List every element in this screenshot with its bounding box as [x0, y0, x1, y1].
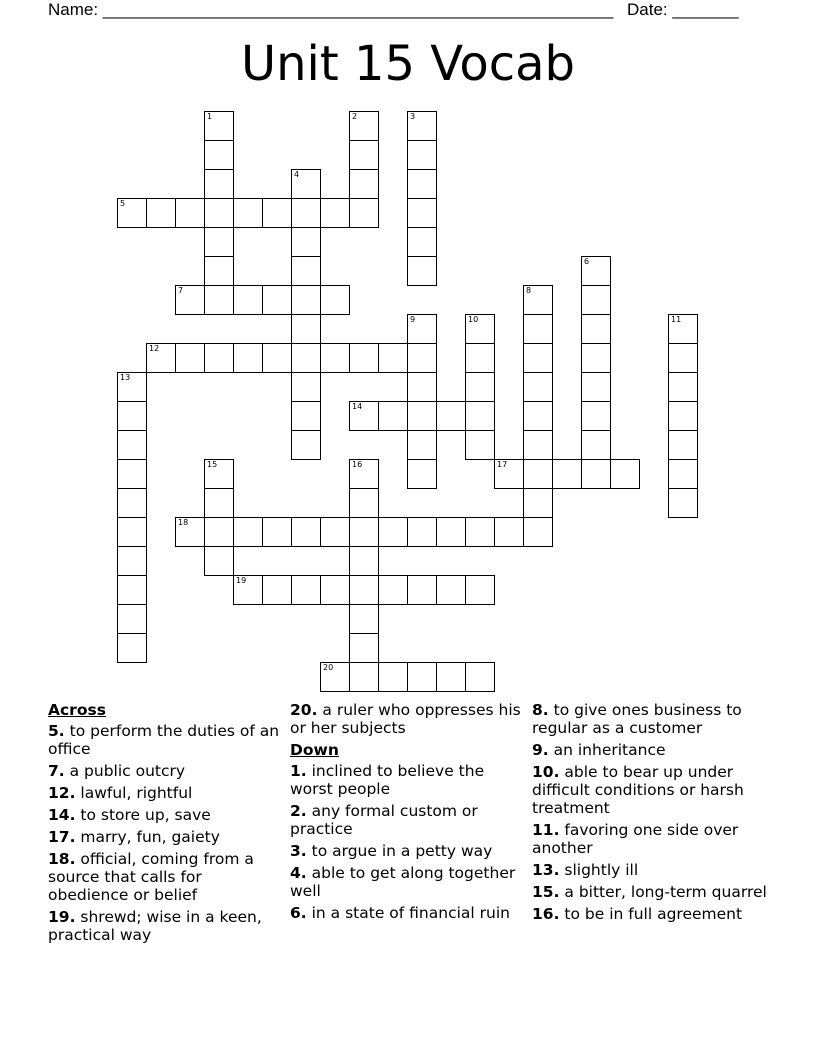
- clue-text: any formal custom or practice: [290, 802, 478, 838]
- cell-number: 15: [207, 460, 218, 469]
- cell-number: 1: [207, 112, 213, 121]
- down-clue-15: [532, 883, 772, 901]
- crossword-cell[interactable]: [291, 401, 321, 431]
- crossword-cell[interactable]: [204, 198, 234, 228]
- crossword-cell[interactable]: [494, 517, 524, 547]
- crossword-cell[interactable]: [204, 546, 234, 576]
- crossword-cell[interactable]: [581, 430, 611, 460]
- crossword-cell[interactable]: [349, 517, 379, 547]
- crossword-cell[interactable]: [610, 459, 640, 489]
- crossword-cell[interactable]: [291, 169, 321, 199]
- clue-number: 14.: [48, 806, 76, 824]
- clue-number: 3.: [290, 842, 307, 860]
- crossword-cell[interactable]: [320, 662, 350, 692]
- crossword-cell[interactable]: [262, 575, 292, 605]
- crossword-cell[interactable]: [146, 198, 176, 228]
- clue-number: 10.: [532, 763, 560, 781]
- crossword-cell[interactable]: [320, 343, 350, 373]
- across-clue-18: [48, 850, 280, 904]
- crossword-cell[interactable]: [465, 314, 495, 344]
- cell-number: 16: [352, 460, 363, 469]
- crossword-cell[interactable]: [407, 314, 437, 344]
- crossword-cell[interactable]: [523, 517, 553, 547]
- clue-text: to store up, save: [80, 806, 211, 824]
- crossword-cell[interactable]: [494, 459, 524, 489]
- crossword-cell[interactable]: [349, 488, 379, 518]
- across-clue-12: [48, 784, 280, 802]
- crossword-cell[interactable]: [349, 343, 379, 373]
- clue-number: 11.: [532, 821, 560, 839]
- crossword-cell[interactable]: [407, 111, 437, 141]
- cell-number: 19: [236, 576, 247, 585]
- crossword-cell[interactable]: [349, 459, 379, 489]
- crossword-cell[interactable]: [349, 111, 379, 141]
- crossword-cell[interactable]: [407, 401, 437, 431]
- across-clue-14: [48, 806, 280, 824]
- crossword-cell[interactable]: [117, 604, 147, 634]
- crossword-cell[interactable]: [523, 285, 553, 315]
- down-clue-8: [532, 701, 772, 737]
- crossword-cell[interactable]: [291, 285, 321, 315]
- crossword-cell[interactable]: [465, 372, 495, 402]
- down-clue-11: [532, 821, 772, 857]
- crossword-cell[interactable]: [291, 314, 321, 344]
- clue-text: to argue in a petty way: [311, 842, 493, 860]
- crossword-cell[interactable]: [668, 343, 698, 373]
- clue-number: 16.: [532, 905, 560, 923]
- crossword-cell[interactable]: [436, 401, 466, 431]
- clue-text: favoring one side over another: [532, 821, 739, 857]
- down-clue-1: [290, 762, 522, 798]
- down-clue-6: [290, 904, 522, 922]
- crossword-cell[interactable]: [117, 575, 147, 605]
- crossword-cell[interactable]: [349, 575, 379, 605]
- crossword-cell[interactable]: [523, 372, 553, 402]
- crossword-cell[interactable]: [262, 198, 292, 228]
- crossword-cell[interactable]: [465, 401, 495, 431]
- down-clue-2: [290, 802, 522, 838]
- crossword-cell[interactable]: [581, 285, 611, 315]
- cell-number: 10: [468, 315, 479, 324]
- crossword-cell[interactable]: [465, 575, 495, 605]
- cell-number: 20: [323, 663, 334, 672]
- clue-number: 7.: [48, 762, 65, 780]
- clue-text: marry, fun, gaiety: [80, 828, 220, 846]
- crossword-cell[interactable]: [407, 343, 437, 373]
- crossword-cell[interactable]: [378, 575, 408, 605]
- crossword-cell[interactable]: [349, 140, 379, 170]
- down-clue-10: [532, 763, 772, 817]
- crossword-cell[interactable]: [349, 546, 379, 576]
- across-heading: Across: [48, 701, 106, 719]
- crossword-cell[interactable]: [407, 140, 437, 170]
- clue-number: 18.: [48, 850, 76, 868]
- clue-column-1: [48, 701, 280, 948]
- down-clue-4: [290, 864, 522, 900]
- clue-number: 6.: [290, 904, 307, 922]
- crossword-cell[interactable]: [175, 198, 205, 228]
- clue-text: shrewd; wise in a keen, practical way: [48, 908, 262, 944]
- clue-text: able to get along together well: [290, 864, 516, 900]
- clue-number: 1.: [290, 762, 307, 780]
- clue-number: 9.: [532, 741, 549, 759]
- cell-number: 17: [497, 460, 508, 469]
- crossword-cell[interactable]: [349, 198, 379, 228]
- cell-number: 12: [149, 344, 160, 353]
- crossword-cell[interactable]: [349, 662, 379, 692]
- crossword-cell[interactable]: [262, 517, 292, 547]
- crossword-cell[interactable]: [175, 517, 205, 547]
- crossword-cell[interactable]: [117, 546, 147, 576]
- clue-number: 13.: [532, 861, 560, 879]
- crossword-cell[interactable]: [668, 372, 698, 402]
- crossword-cell[interactable]: [349, 604, 379, 634]
- date-line: Date: _______: [627, 0, 739, 19]
- crossword-cell[interactable]: [204, 111, 234, 141]
- clue-text: official, coming from a source that calls for obedience or belief: [48, 850, 254, 904]
- crossword-cell[interactable]: [378, 662, 408, 692]
- crossword-cell[interactable]: [233, 285, 263, 315]
- clue-column-3: [532, 701, 772, 927]
- crossword-cell[interactable]: [291, 256, 321, 286]
- crossword-cell[interactable]: [407, 169, 437, 199]
- crossword-cell[interactable]: [175, 285, 205, 315]
- crossword-cell[interactable]: [117, 430, 147, 460]
- clue-text: inclined to believe the worst people: [290, 762, 485, 798]
- crossword-cell[interactable]: [407, 575, 437, 605]
- crossword-cell[interactable]: [523, 488, 553, 518]
- crossword-cell[interactable]: [436, 662, 466, 692]
- crossword-cell[interactable]: [117, 488, 147, 518]
- crossword-cell[interactable]: [117, 633, 147, 663]
- crossword-cell[interactable]: [262, 285, 292, 315]
- crossword-cell[interactable]: [117, 517, 147, 547]
- crossword-cell[interactable]: [581, 314, 611, 344]
- crossword-cell[interactable]: [581, 343, 611, 373]
- crossword-cell[interactable]: [262, 343, 292, 373]
- clue-number: 5.: [48, 722, 65, 740]
- crossword-cell[interactable]: [378, 343, 408, 373]
- crossword-cell[interactable]: [204, 140, 234, 170]
- cell-number: 6: [584, 257, 590, 266]
- clue-text: in a state of financial ruin: [311, 904, 510, 922]
- cell-number: 2: [352, 112, 358, 121]
- clue-text: to perform the duties of an office: [48, 722, 280, 758]
- clue-number: 12.: [48, 784, 76, 802]
- crossword-cell[interactable]: [291, 430, 321, 460]
- clue-number: 19.: [48, 908, 76, 926]
- crossword-cell[interactable]: [407, 198, 437, 228]
- crossword-cell[interactable]: [552, 459, 582, 489]
- crossword-cell[interactable]: [668, 459, 698, 489]
- clue-number: 2.: [290, 802, 307, 820]
- crossword-cell[interactable]: [407, 227, 437, 257]
- cell-number: 3: [410, 112, 416, 121]
- cell-number: 7: [178, 286, 184, 295]
- cell-number: 13: [120, 373, 131, 382]
- crossword-cell[interactable]: [668, 488, 698, 518]
- cell-number: 14: [352, 402, 363, 411]
- crossword-cell[interactable]: [523, 459, 553, 489]
- crossword-cell[interactable]: [349, 633, 379, 663]
- across-clue-5: [48, 722, 280, 758]
- crossword-cell[interactable]: [465, 343, 495, 373]
- crossword-cell[interactable]: [291, 198, 321, 228]
- cell-number: 9: [410, 315, 416, 324]
- down-clue-13: [532, 861, 772, 879]
- crossword-cell[interactable]: [204, 488, 234, 518]
- crossword-cell[interactable]: [436, 517, 466, 547]
- crossword-cell[interactable]: [523, 401, 553, 431]
- crossword-cell[interactable]: [117, 198, 147, 228]
- cell-number: 8: [526, 286, 532, 295]
- cell-number: 5: [120, 199, 126, 208]
- clue-text: lawful, rightful: [80, 784, 193, 802]
- cell-number: 11: [671, 315, 682, 324]
- crossword-cell[interactable]: [233, 343, 263, 373]
- crossword-cell[interactable]: [204, 256, 234, 286]
- across-clue-7: [48, 762, 280, 780]
- crossword-cell[interactable]: [320, 517, 350, 547]
- crossword-cell[interactable]: [581, 401, 611, 431]
- clue-number: 8.: [532, 701, 549, 719]
- crossword-cell[interactable]: [378, 401, 408, 431]
- crossword-cell[interactable]: [581, 256, 611, 286]
- crossword-cell[interactable]: [233, 575, 263, 605]
- crossword-cell[interactable]: [117, 459, 147, 489]
- crossword-cell[interactable]: [204, 459, 234, 489]
- crossword-cell[interactable]: [349, 169, 379, 199]
- name-line: Name: ______________________________________________________: [48, 0, 614, 19]
- cell-number: 4: [294, 170, 300, 179]
- crossword-cell[interactable]: [320, 198, 350, 228]
- crossword-cell[interactable]: [291, 575, 321, 605]
- cell-number: 18: [178, 518, 189, 527]
- page-title: Unit 15 Vocab: [240, 36, 576, 92]
- clue-number: 17.: [48, 828, 76, 846]
- crossword-cell[interactable]: [117, 372, 147, 402]
- clue-text: a public outcry: [69, 762, 186, 780]
- clue-number: 15.: [532, 883, 560, 901]
- crossword-cell[interactable]: [668, 401, 698, 431]
- crossword-cell[interactable]: [204, 517, 234, 547]
- clue-column-2: [290, 701, 522, 926]
- down-clue-3: [290, 842, 522, 860]
- crossword-cell[interactable]: [291, 343, 321, 373]
- down-clue-16: [532, 905, 772, 923]
- crossword-cell[interactable]: [320, 285, 350, 315]
- crossword-cell[interactable]: [436, 575, 466, 605]
- crossword-cell[interactable]: [465, 430, 495, 460]
- crossword-cell[interactable]: [175, 343, 205, 373]
- across-clue-17: [48, 828, 280, 846]
- crossword-cell[interactable]: [407, 430, 437, 460]
- crossword-cell[interactable]: [407, 256, 437, 286]
- clue-text: to give ones business to regular as a customer: [532, 701, 742, 737]
- crossword-cell[interactable]: [204, 169, 234, 199]
- crossword-cell[interactable]: [233, 198, 263, 228]
- clue-number: 4.: [290, 864, 307, 882]
- crossword-cell[interactable]: [581, 459, 611, 489]
- crossword-cell[interactable]: [146, 343, 176, 373]
- crossword-cell[interactable]: [581, 372, 611, 402]
- clue-text: an inheritance: [553, 741, 666, 759]
- crossword-cell[interactable]: [291, 227, 321, 257]
- crossword-cell[interactable]: [349, 401, 379, 431]
- crossword-cell[interactable]: [407, 459, 437, 489]
- clue-text: able to bear up under difficult conditions or harsh treatment: [532, 763, 744, 817]
- crossword-cell[interactable]: [233, 517, 263, 547]
- crossword-cell[interactable]: [407, 517, 437, 547]
- crossword-cell[interactable]: [291, 372, 321, 402]
- crossword-cell[interactable]: [204, 285, 234, 315]
- clue-text: to be in full agreement: [564, 905, 743, 923]
- crossword-cell[interactable]: [523, 314, 553, 344]
- crossword-cell[interactable]: [291, 517, 321, 547]
- crossword-cell[interactable]: [117, 401, 147, 431]
- crossword-cell[interactable]: [523, 430, 553, 460]
- across-clue-20: [290, 701, 522, 737]
- down-heading: Down: [290, 741, 339, 759]
- crossword-cell[interactable]: [378, 517, 408, 547]
- crossword-cell[interactable]: [668, 314, 698, 344]
- crossword-cell[interactable]: [204, 343, 234, 373]
- crossword-cell[interactable]: [320, 575, 350, 605]
- clue-text: slightly ill: [564, 861, 639, 879]
- down-clue-9: [532, 741, 772, 759]
- clue-text: a bitter, long-term quarrel: [564, 883, 767, 901]
- clue-number: 20.: [290, 701, 318, 719]
- crossword-cell[interactable]: [523, 343, 553, 373]
- crossword-cell[interactable]: [204, 227, 234, 257]
- across-clue-19: [48, 908, 280, 944]
- crossword-cell[interactable]: [668, 430, 698, 460]
- crossword-cell[interactable]: [465, 517, 495, 547]
- crossword-cell[interactable]: [465, 662, 495, 692]
- clue-text: a ruler who oppresses his or her subjects: [290, 701, 521, 737]
- crossword-cell[interactable]: [407, 372, 437, 402]
- crossword-cell[interactable]: [407, 662, 437, 692]
